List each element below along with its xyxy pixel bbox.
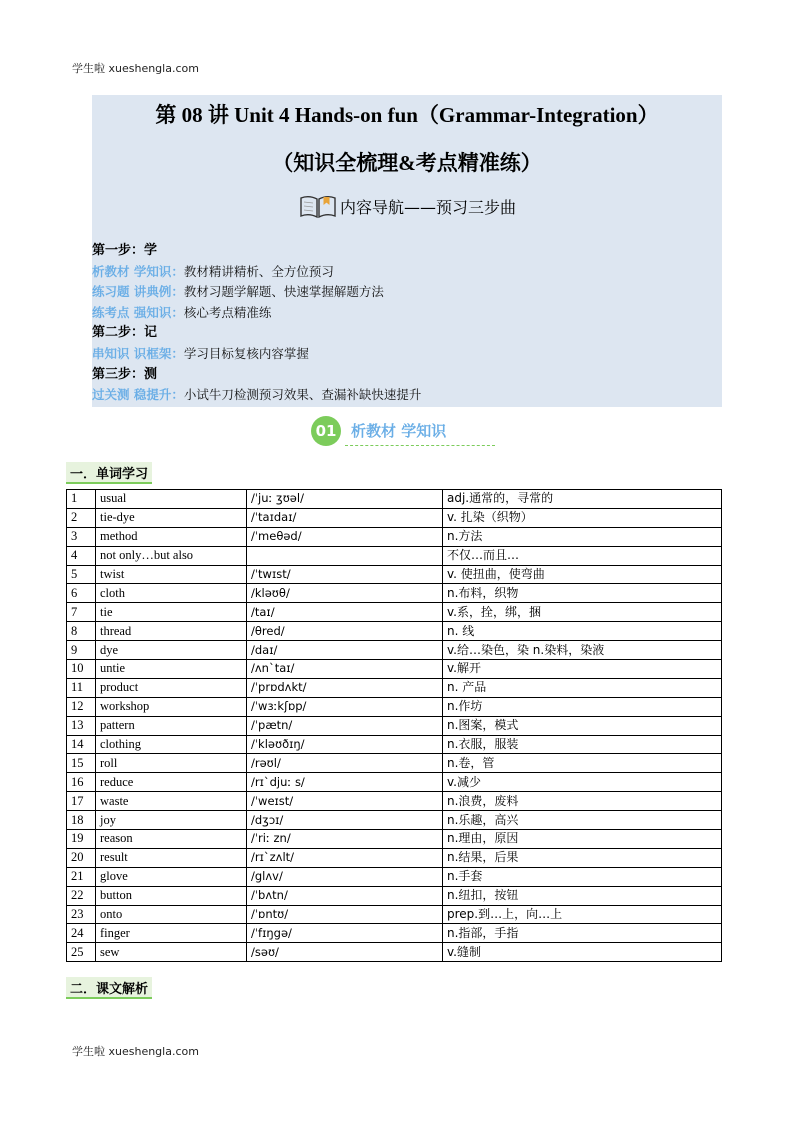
vocab-meaning: v. 扎染（织物） [443,508,722,527]
vocab-word: workshop [96,697,247,716]
vocab-meaning: v.给…染色，染 n.染料，染液 [443,641,722,660]
vocab-word: result [96,848,247,867]
lesson-subtitle: （知识全梳理&考点精准练） [272,151,542,175]
vocab-phonetic: /ˈkləʊðɪŋ/ [247,735,443,754]
vocab-word: cloth [96,584,247,603]
table-row [67,678,722,697]
vocab-word: joy [96,811,247,830]
vocab-phonetic: /daɪ/ [247,641,443,660]
table-row [67,508,722,527]
vocab-number: 6 [67,584,96,603]
vocab-phonetic: /ˈwɜːkʃɒp/ [247,697,443,716]
step-heading: 第一步：学 [92,243,158,258]
table-row [67,565,722,584]
vocab-meaning: n.方法 [443,527,722,546]
vocab-phonetic: /ˈprɒdʌkt/ [247,678,443,697]
table-row [67,924,722,943]
vocab-word: product [96,678,247,697]
vocab-meaning: n.图案，模式 [443,716,722,735]
vocab-word: dye [96,641,247,660]
vocab-phonetic [247,546,443,565]
step-item [92,344,722,365]
vocab-phonetic: /glʌv/ [247,867,443,886]
table-row [67,754,722,773]
vocab-meaning: n.衣服，服装 [443,735,722,754]
step-keyword: 析教材 学知识： [92,263,184,279]
vocab-phonetic: /kləʊθ/ [247,584,443,603]
vocab-number: 17 [67,792,96,811]
step-keyword: 串知识 识框架： [92,345,184,361]
vocab-meaning: n.理由，原因 [443,830,722,849]
step-heading: 第二步：记 [92,325,158,341]
vocab-number: 1 [67,490,96,509]
vocab-meaning: n.布料，织物 [443,584,722,603]
vocab-word: finger [96,924,247,943]
table-row [67,716,722,735]
vocab-number: 7 [67,603,96,622]
vocab-number: 19 [67,830,96,849]
table-row [67,697,722,716]
table-row [67,490,722,509]
table-row [67,735,722,754]
vocab-number: 15 [67,754,96,773]
vocab-word: clothing [96,735,247,754]
step-description: 小试牛刀检测预习效果、查漏补缺快速提升 [183,387,422,403]
vocabulary-table [66,489,722,962]
vocab-phonetic: /ˈfɪŋgə/ [247,924,443,943]
vocab-phonetic: /səʊ/ [247,943,443,962]
study-steps [92,241,722,406]
vocab-meaning: n.指部，手指 [443,924,722,943]
vocab-number: 10 [67,660,96,679]
vocab-phonetic: /ˈpætn/ [247,716,443,735]
vocab-word: not only…but also [96,546,247,565]
vocab-word: untie [96,660,247,679]
table-row [67,603,722,622]
lesson-title: 第 08 讲 Unit 4 Hands-on fun（Grammar-Integration） [155,103,659,127]
vocab-phonetic: /ˈriː zn/ [247,830,443,849]
step-description: 教材精讲精析、全方位预习 [183,263,334,279]
vocab-word: roll [96,754,247,773]
step-item [92,385,722,406]
vocab-word: sew [96,943,247,962]
watermark-bottom: 学生啦 xueshengla.com [72,1045,199,1058]
vocab-phonetic: /ˈjuː ʒʊəl/ [247,490,443,509]
table-row [67,641,722,660]
step-heading: 第三步：测 [92,366,158,382]
vocab-meaning: n.乐趣，高兴 [443,811,722,830]
vocab-meaning: n.结果，后果 [443,848,722,867]
vocab-meaning: n. 线 [443,622,722,641]
table-row [67,527,722,546]
vocab-meaning: prep.到…上，向…上 [443,905,722,924]
vocab-word: tie-dye [96,508,247,527]
vocab-phonetic: /rɪˋzʌlt/ [247,848,443,867]
vocab-number: 3 [67,527,96,546]
vocab-word: reduce [96,773,247,792]
vocab-number: 22 [67,886,96,905]
vocab-meaning: n.纽扣，按钮 [443,886,722,905]
vocab-phonetic: /ˈɒntʊ/ [247,905,443,924]
vocab-meaning: v.减少 [443,773,722,792]
vocab-meaning: n. 产品 [443,678,722,697]
vocab-number: 5 [67,565,96,584]
table-row [67,546,722,565]
vocab-phonetic: /ˈbʌtn/ [247,886,443,905]
vocab-number: 2 [67,508,96,527]
navigation-label: 内容导航——预习三步曲 [339,198,516,217]
vocab-word: method [96,527,247,546]
vocab-meaning: 不仅…而且… [443,546,722,565]
step-keyword: 过关测 稳提升： [92,387,184,403]
step-description: 学习目标复核内容掌握 [183,345,309,361]
vocab-word: reason [96,830,247,849]
vocab-word: button [96,886,247,905]
step-description: 核心考点精准练 [183,304,272,320]
table-row [67,886,722,905]
watermark-top: 学生啦 xueshengla.com [72,62,199,75]
book-icon [298,195,338,219]
vocab-meaning: v.系，拴，绑，捆 [443,603,722,622]
vocab-phonetic: /ˈtwɪst/ [247,565,443,584]
vocab-number: 16 [67,773,96,792]
step-keyword: 练考点 强知识： [92,304,184,320]
vocab-number: 12 [67,697,96,716]
vocab-meaning: adj.通常的，寻常的 [443,490,722,509]
header-panel [92,95,722,407]
section-heading-vocabulary: 一．单词学习 [66,462,152,484]
table-row [67,905,722,924]
table-row [67,867,722,886]
vocab-meaning: n.卷，管 [443,754,722,773]
vocab-phonetic: /ˈtaɪdaɪ/ [247,508,443,527]
badge-underline [345,445,495,446]
vocab-meaning: v.解开 [443,660,722,679]
vocab-meaning: v.缝制 [443,943,722,962]
vocab-phonetic: /taɪ/ [247,603,443,622]
vocab-meaning: n.手套 [443,867,722,886]
badge-title: 析教材 学知识 [351,422,447,440]
section-heading-text-analysis: 二．课文解析 [66,977,152,999]
vocab-word: twist [96,565,247,584]
vocab-number: 25 [67,943,96,962]
table-row [67,660,722,679]
table-row [67,848,722,867]
vocab-number: 9 [67,641,96,660]
table-row [67,811,722,830]
vocab-meaning: n.作坊 [443,697,722,716]
vocab-meaning: n.浪费，废料 [443,792,722,811]
step-item [92,262,722,283]
table-row [67,943,722,962]
step-item [92,303,722,324]
step-item [92,282,722,303]
badge-number: 01 [311,416,341,446]
vocab-number: 18 [67,811,96,830]
vocab-number: 4 [67,546,96,565]
step-keyword: 练习题 讲典例： [92,284,184,300]
vocab-number: 13 [67,716,96,735]
vocab-number: 23 [67,905,96,924]
vocab-phonetic: /rɪˋdjuː s/ [247,773,443,792]
table-row [67,830,722,849]
vocab-number: 24 [67,924,96,943]
table-row [67,622,722,641]
vocab-number: 11 [67,678,96,697]
vocab-word: pattern [96,716,247,735]
content-navigation [92,195,722,219]
vocab-meaning: v. 使扭曲，使弯曲 [443,565,722,584]
vocab-phonetic: /rəʊl/ [247,754,443,773]
table-row [67,584,722,603]
vocab-word: glove [96,867,247,886]
vocab-word: waste [96,792,247,811]
vocab-number: 8 [67,622,96,641]
vocab-phonetic: /θred/ [247,622,443,641]
table-row [67,792,722,811]
vocab-number: 20 [67,848,96,867]
vocab-number: 21 [67,867,96,886]
vocab-phonetic: /dʒɔɪ/ [247,811,443,830]
vocab-word: onto [96,905,247,924]
vocab-word: thread [96,622,247,641]
vocab-phonetic: /ʌnˋtaɪ/ [247,660,443,679]
vocab-word: tie [96,603,247,622]
vocab-phonetic: /ˈweɪst/ [247,792,443,811]
vocab-word: usual [96,490,247,509]
step-description: 教材习题学解题、快速掌握解题方法 [183,284,384,300]
table-row [67,773,722,792]
vocab-number: 14 [67,735,96,754]
vocab-phonetic: /ˈmeθəd/ [247,527,443,546]
